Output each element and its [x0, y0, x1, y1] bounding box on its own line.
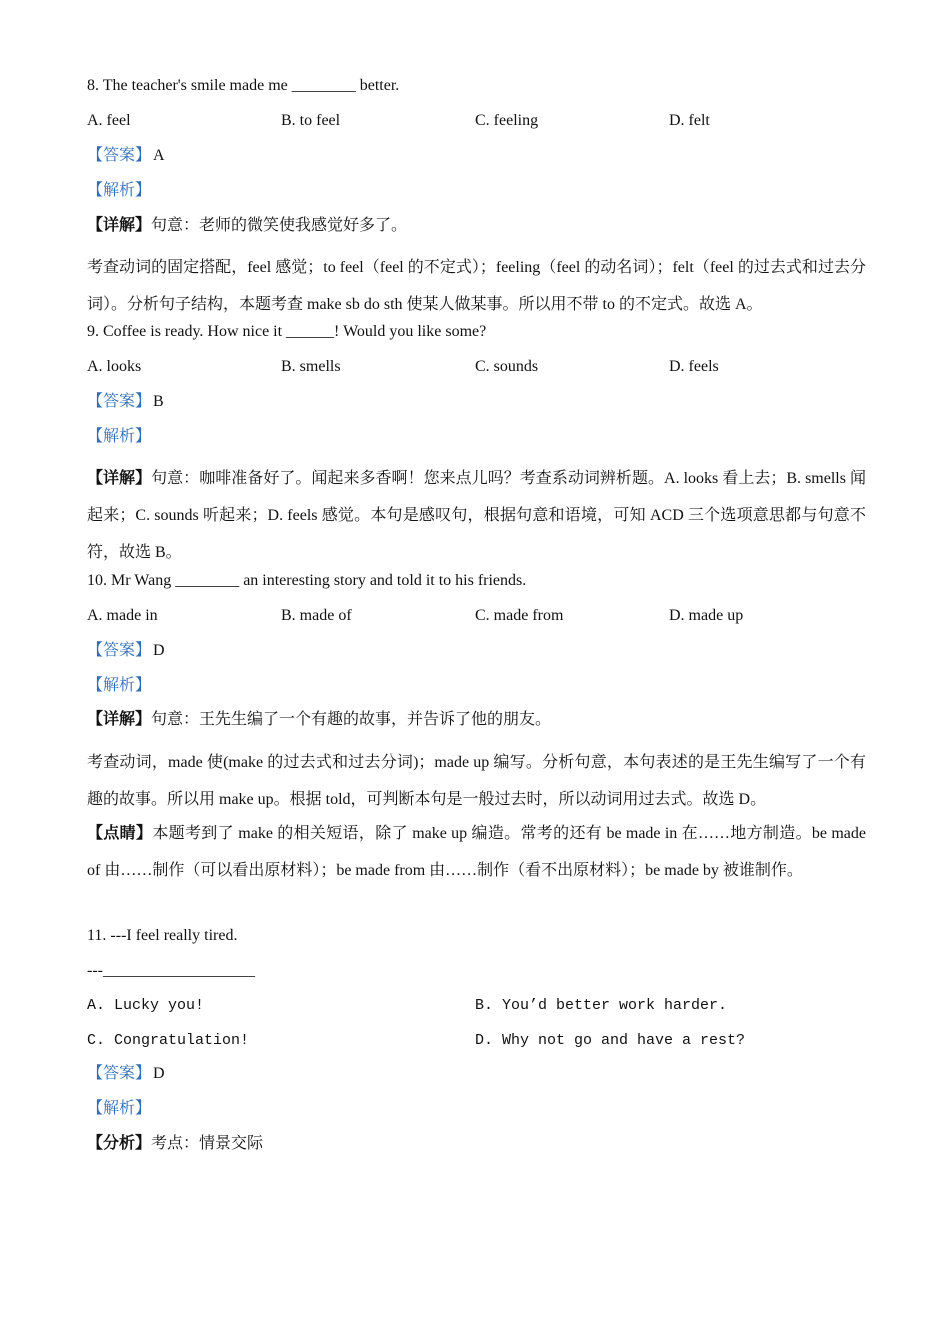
answer-tag: 【答案】: [87, 147, 152, 164]
q8-detail-2: 考查动词的固定搭配，feel 感觉；to feel（feel 的不定式）；feeling（feel 的动名词）；felt（feel 的过去式和过去分词）。分析句子结构，本题考查 make sb do sth 使某人做某事。所以用不带 to 的不定式。故选 A。: [87, 259, 866, 313]
q10-detail-2: 考查动词，made 使(make 的过去式和过去分词)；made up 编写。分析句意，本句表述的是王先生编写了一个有趣的故事。所以用 make up。根据 told，可判断本句是一般过去时，所以动词用过去式。故选 D。: [87, 754, 866, 808]
q10-option-b: B. made of: [281, 607, 352, 624]
q8-option-d: D. felt: [669, 112, 710, 129]
q9-option-d: D. feels: [669, 358, 719, 375]
q9-option-b: B. smells: [281, 358, 341, 375]
answer-tag: 【答案】: [87, 642, 152, 659]
q8-option-b: B. to feel: [281, 112, 341, 129]
q11-stem: 11. ---I feel really tired.: [87, 927, 238, 944]
q10-answer-row: [87, 640, 866, 662]
detail-tag: 【详解】: [87, 217, 152, 234]
q11-answer-row: [87, 1063, 866, 1085]
q11-fenxi: 考点：情景交际: [151, 1135, 264, 1152]
q8-answer-row: [87, 145, 866, 167]
q9-answer: B: [153, 393, 164, 410]
q10-detail-1: 句意：王先生编了一个有趣的故事，并告诉了他的朋友。: [151, 711, 552, 728]
q10-detail-row: [87, 709, 866, 731]
q8-option-a: A. feel: [87, 112, 131, 129]
answer-tag: 【答案】: [87, 393, 152, 410]
q8-detail-1: 句意：老师的微笑使我感觉好多了。: [151, 217, 408, 234]
detail-tag: 【详解】: [87, 470, 152, 487]
q10-option-c: C. made from: [475, 607, 564, 624]
q10-tip: 本题考到了 make 的相关短语，除了 make up 编造。常考的还有 be made in 在……地方制造。be made of 由……制作（可以看出原材料）；be made from 由……制作（看不出原材料）；be made by 被谁制作。: [87, 825, 866, 879]
q10-option-a: A. made in: [87, 607, 158, 624]
q11-option-d: D. Why not go and have a rest?: [475, 1032, 746, 1049]
q9-option-a: A. looks: [87, 358, 142, 375]
q8-detail-row: [87, 215, 866, 237]
q8-analysis-tag: 【解析】: [87, 182, 152, 199]
q11-reply-blank: ---___________________: [87, 962, 255, 979]
fenxi-tag: 【分析】: [87, 1135, 152, 1152]
q11-fenxi-row: [87, 1133, 866, 1155]
q10-tip-row: [87, 815, 866, 889]
q11-analysis-tag: 【解析】: [87, 1100, 152, 1117]
q8-option-c: C. feeling: [475, 112, 539, 129]
q8-stem: 8. The teacher's smile made me ________ better.: [87, 77, 400, 94]
detail-tag: 【详解】: [87, 711, 152, 728]
q9-answer-row: [87, 391, 866, 413]
q10-stem: 10. Mr Wang ________ an interesting story and told it to his friends.: [87, 572, 527, 589]
q10-option-d: D. made up: [669, 607, 744, 624]
q10-analysis-tag: 【解析】: [87, 677, 152, 694]
q11-answer: D: [153, 1065, 165, 1082]
q8-answer: A: [153, 147, 165, 164]
q9-stem: 9. Coffee is ready. How nice it ______! Would you like some?: [87, 323, 487, 340]
answer-tag: 【答案】: [87, 1065, 152, 1082]
q9-option-c: C. sounds: [475, 358, 539, 375]
q9-detail-row: [87, 460, 866, 571]
q11-option-b: B. You’d better work harder.: [475, 997, 728, 1014]
q10-answer: D: [153, 642, 165, 659]
q9-detail: 句意：咖啡准备好了。闻起来多香啊！您来点儿吗？考查系动词辨析题。A. looks 看上去；B. smells 闻起来；C. sounds 听起来；D. feels 感觉。本句是感叹句，根据句意和语境，可知 ACD 三个选项意思都与句意不符，故选 B。: [87, 470, 866, 561]
q9-analysis-tag: 【解析】: [87, 428, 152, 445]
q11-option-c: C. Congratulation!: [87, 1032, 250, 1049]
tip-tag: 【点睛】: [87, 825, 153, 842]
q11-option-a: A. Lucky you!: [87, 997, 205, 1014]
